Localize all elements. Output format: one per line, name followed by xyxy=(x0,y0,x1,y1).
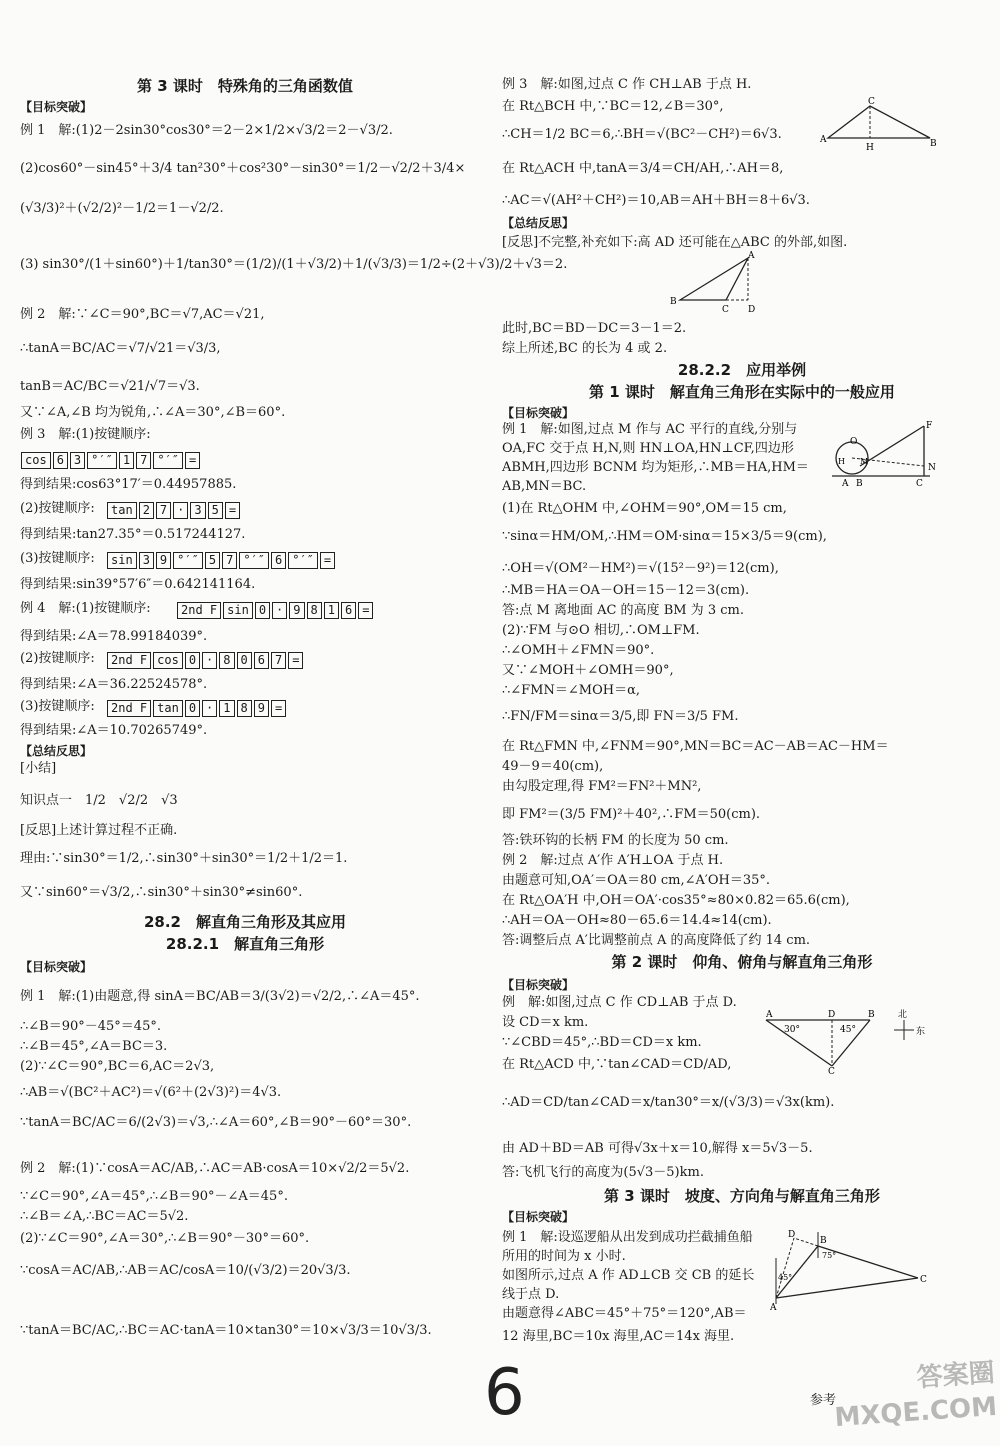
calculator-key: 8 xyxy=(219,652,234,669)
key-sequence-1 xyxy=(106,502,241,520)
calculator-key: = xyxy=(358,602,373,619)
label-h: H xyxy=(866,143,874,153)
calculator-key: 7 xyxy=(136,452,151,469)
calculator-key: 7 xyxy=(156,502,171,519)
right-line-6: [反思]不完整,补充如下:高 AD 还可能在△ABC 的外部,如图. xyxy=(502,235,848,250)
key-sequence-5 xyxy=(106,700,287,718)
label-h: H xyxy=(838,457,845,466)
left-line-41: ∵cosA＝AC/AB,∴AB＝AC/cosA＝10/(√3/2)＝20√3/3. xyxy=(20,1263,351,1278)
right-line-0: 例 3 解:如图,过点 C 作 CH⊥AB 于点 H. xyxy=(502,77,752,92)
label-75: 75° xyxy=(822,1251,837,1260)
left-line-24: 知识点一 1/2 √2/2 √3 xyxy=(20,793,178,808)
right-line-8: 综上所述,BC 的长为 4 或 2. xyxy=(502,341,668,356)
label-45: 45° xyxy=(840,1025,856,1035)
calculator-key: 0 xyxy=(255,602,270,619)
right-line-35: 设 CD＝x km. xyxy=(502,1015,589,1030)
label-a: A xyxy=(820,135,827,145)
calculator-key: 0 xyxy=(185,652,200,669)
calculator-key: 0 xyxy=(185,700,200,717)
right-line-9: 28.2.2 应用举例 xyxy=(677,361,807,379)
calculator-key: 1 xyxy=(219,700,234,717)
calculator-key: = xyxy=(288,652,303,669)
label-c: C xyxy=(868,97,875,107)
triangle-shape xyxy=(680,258,748,300)
calculator-key: 3 xyxy=(190,502,205,519)
right-line-36: ∵∠CBD＝45°,∴BD＝CD＝x km. xyxy=(502,1035,702,1050)
left-line-22: 【总结反思】 xyxy=(20,744,93,758)
calculator-key: = xyxy=(185,452,200,469)
right-line-19: 又∵∠MOH＋∠OMH＝90°, xyxy=(502,663,674,678)
right-line-29: 在 Rt△OA′H 中,OH＝OA′·cos35°≈80×0.82＝65.6(cm), xyxy=(502,893,850,908)
left-line-17: 得到结果:∠A＝78.99184039°. xyxy=(20,629,208,644)
example-3-1-intro: 例 1 解:设巡逻船从出发到成功拦截捕鱼船所用的时间为 x 小时. xyxy=(502,1230,753,1264)
label-d: D xyxy=(828,1010,836,1020)
calculator-key: 9 xyxy=(254,700,269,717)
key-sequence-3 xyxy=(176,602,374,620)
calculator-key: sin xyxy=(107,552,137,569)
left-line-23: [小结] xyxy=(20,761,57,776)
calculator-key: tan xyxy=(153,700,183,717)
label-b: B xyxy=(930,139,937,149)
right-line-18: ∴∠OMH＋∠FMN＝90°. xyxy=(502,643,655,658)
left-line-38: ∵∠C＝90°,∠A＝45°,∴∠B＝90°－∠A＝45°. xyxy=(20,1189,288,1204)
calculator-key: 3 xyxy=(70,452,85,469)
right-line-23: 49－9＝40(cm), xyxy=(502,759,604,774)
left-line-3: (2)cos60°－sin45°＋3/4 tan²30°＋cos²30°－sin30°＝1/2－√2/2＋3/4× xyxy=(20,161,466,176)
right-line-21: ∴FN/FM＝sinα＝3/5,即 FN＝3/5 FM. xyxy=(502,709,739,724)
left-line-35: ∴AB＝√(BC²＋AC²)＝√(6²＋(2√3)²)＝4√3. xyxy=(20,1085,282,1100)
left-line-20: (3)按键顺序: xyxy=(20,699,95,714)
figure-plane-elevation xyxy=(760,1008,930,1074)
calculator-key: °′″ xyxy=(288,552,318,569)
line-ac xyxy=(776,1278,918,1298)
left-line-32: ∴∠B＝90°－45°＝45°. xyxy=(20,1019,161,1034)
calculator-key: 3 xyxy=(139,552,154,569)
figure-obtuse-triangle xyxy=(666,250,766,318)
line-ad xyxy=(776,1238,794,1298)
left-line-5: (3) sin30°/(1＋sin60°)＋1/tan30°＝(1/2)/(1＋√3/2)＋1/(√3/3)＝1/2÷(2＋√3)/2＋√3＝2. xyxy=(20,257,568,272)
figure-triangle-abc-height xyxy=(818,94,938,154)
right-line-42: 【目标突破】 xyxy=(502,1210,575,1224)
calculator-key: · xyxy=(202,700,217,717)
example-3-1-angle: 由题意得∠ABC＝45°＋75°＝120°,AB＝ xyxy=(502,1306,747,1321)
figure-iron-hoop xyxy=(830,418,940,490)
left-line-2: 例 1 解:(1)2－2sin30°cos30°＝2－2×1/2×√3/2＝2－√3/2. xyxy=(20,123,393,138)
left-line-15: 得到结果:sin39°57′6″＝0.642141164. xyxy=(20,577,256,592)
calculator-key: 8 xyxy=(237,700,252,717)
right-line-17: (2)∵FM 与⊙O 相切,∴OM⊥FM. xyxy=(502,623,700,638)
left-line-8: tanB＝AC/BC＝√21/√7＝√3. xyxy=(20,379,200,394)
calculator-key: 2 xyxy=(139,502,154,519)
calculator-key: = xyxy=(271,700,286,717)
left-line-42: ∵tanA＝BC/AC,∴BC＝AC·tanA＝10×tan30°＝10×√3/3＝10√3/3. xyxy=(20,1323,432,1338)
label-c: C xyxy=(920,1275,927,1285)
right-line-38: ∴AD＝CD/tan∠CAD＝x/tan30°＝x/(√3/3)＝√3x(km). xyxy=(502,1095,835,1110)
calculator-key: · xyxy=(173,502,188,519)
watermark: 答案圈 MXQE.COM xyxy=(833,1357,999,1434)
left-line-36: ∵tanA＝BC/AC＝6/(2√3)＝√3,∴∠A＝60°,∠B＝90°－60°＝30°. xyxy=(20,1115,412,1130)
label-b: B xyxy=(856,479,863,489)
right-line-3: 在 Rt△ACH 中,tanA＝3/4＝CH/AH,∴AH＝8, xyxy=(502,161,784,176)
calculator-key: tan xyxy=(107,502,137,519)
right-line-12: (1)在 Rt△OHM 中,∠OHM＝90°,OM＝15 cm, xyxy=(502,501,787,516)
right-line-2: ∴CH＝1/2 BC＝6,∴BH＝√(BC²－CH²)＝6√3. xyxy=(502,127,782,142)
label-c: C xyxy=(722,305,729,315)
handwritten-page-digit: 6 xyxy=(484,1356,525,1430)
example-1-intro: 例 1 解:如图,过点 M 作与 AC 平行的直线,分别与 OA,FC 交于点 H,N,则 HN⊥OA,HN⊥CF,四边形 ABMH,四边形 BCNM 均为矩形,∴MB＝HA,HM＝AB,MN＝BC. xyxy=(502,422,809,494)
label-o: O xyxy=(850,437,858,447)
right-line-43: 12 海里,BC＝10x 海里,AC＝14x 海里. xyxy=(502,1329,735,1344)
calculator-key: 2nd F xyxy=(177,602,221,619)
label-c: C xyxy=(916,479,923,489)
right-line-4: ∴AC＝√(AH²＋CH²)＝10,AB＝AH＋BH＝8＋6√3. xyxy=(502,193,810,208)
right-line-40: 答:飞机飞行的高度为(5√3－5)km. xyxy=(502,1165,704,1180)
calculator-key: 5 xyxy=(205,552,220,569)
label-m: M xyxy=(860,457,869,466)
label-d: D xyxy=(788,1230,796,1240)
calculator-key: 6 xyxy=(341,602,356,619)
calculator-key: 9 xyxy=(156,552,171,569)
left-line-13: 得到结果:tan27.35°＝0.517244127. xyxy=(20,527,246,542)
right-line-14: ∴OH＝√(OM²－HM²)＝√(15²－9²)＝12(cm), xyxy=(502,561,779,576)
right-line-34: 例 解:如图,过点 C 作 CD⊥AB 于点 D. xyxy=(502,995,737,1010)
label-a: A xyxy=(748,251,755,261)
left-line-28: 28.2 解直角三角形及其应用 xyxy=(143,913,346,931)
calculator-key: 8 xyxy=(307,602,322,619)
right-line-5: 【总结反思】 xyxy=(502,216,575,230)
left-line-0: 第 3 课时 特殊角的三角函数值 xyxy=(137,77,353,95)
right-line-7: 此时,BC＝BD－DC＝3－1＝2. xyxy=(502,321,687,336)
label-b: B xyxy=(670,297,677,307)
right-line-41: 第 3 课时 坡度、方向角与解直角三角形 xyxy=(604,1187,880,1205)
right-line-31: 答:调整后点 A′比调整前点 A 的高度降低了约 14 cm. xyxy=(502,933,811,948)
calculator-key: °′″ xyxy=(239,552,269,569)
calculator-key: = xyxy=(320,552,335,569)
key-sequence-2 xyxy=(106,552,336,570)
right-line-22: 在 Rt△FMN 中,∠FNM＝90°,MN＝BC＝AC－AB＝AC－HM＝ xyxy=(502,739,889,754)
right-line-30: ∴AH＝OA－OH≈80－65.6＝14.4≈14(cm). xyxy=(502,913,772,928)
example-3-1-step: 如图所示,过点 A 作 AD⊥CB 交 CB 的延长线于点 D. xyxy=(502,1268,755,1302)
label-a: A xyxy=(766,1010,773,1020)
left-line-7: ∴tanA＝BC/AC＝√7/√21＝√3/3, xyxy=(20,341,221,356)
calculator-key: · xyxy=(272,602,287,619)
figure-patrol-boat xyxy=(768,1228,940,1314)
triangle-shape xyxy=(828,106,930,138)
left-line-37: 例 2 解:(1)∵cosA＝AC/AB,∴AC＝AB·cosA＝10×√2/2＝5√2. xyxy=(20,1161,410,1176)
left-line-14: (3)按键顺序: xyxy=(20,551,95,566)
calculator-key: 0 xyxy=(237,652,252,669)
label-d: D xyxy=(748,305,756,315)
label-east: 东 xyxy=(916,1027,926,1037)
label-b: B xyxy=(868,1010,875,1020)
left-line-31: 例 1 解:(1)由题意,得 sinA＝BC/AB＝3/(3√2)＝√2/2,∴∠A＝45°. xyxy=(20,989,420,1004)
right-line-11: 【目标突破】 xyxy=(502,406,575,420)
left-line-10: 例 3 解:(1)按键顺序: xyxy=(20,427,151,442)
calculator-key: = xyxy=(225,502,240,519)
left-line-25: [反思]上述计算过程不正确. xyxy=(20,823,178,838)
left-line-27: 又∵sin60°＝√3/2,∴sin30°＋sin30°≠sin60°. xyxy=(20,885,303,900)
left-line-19: 得到结果:∠A＝36.22524578°. xyxy=(20,677,208,692)
extension-cb xyxy=(794,1238,818,1246)
left-line-21: 得到结果:∠A＝10.70265749°. xyxy=(20,723,208,738)
calculator-key: 9 xyxy=(289,602,304,619)
label-30: 30° xyxy=(784,1025,800,1035)
right-line-27: 例 2 解:过点 A′作 A′H⊥OA 于点 H. xyxy=(502,853,724,868)
left-line-40: (2)∵∠C＝90°,∠A＝30°,∴∠B＝90°－30°＝60°. xyxy=(20,1231,310,1246)
left-line-1: 【目标突破】 xyxy=(20,100,93,114)
key-sequence-0 xyxy=(20,452,201,470)
calculator-key: cos xyxy=(153,652,183,669)
calculator-key: 1 xyxy=(119,452,134,469)
calculator-key: 6 xyxy=(271,552,286,569)
calculator-key: 6 xyxy=(254,652,269,669)
right-line-16: 答:点 M 离地面 AC 的高度 BM 为 3 cm. xyxy=(502,603,744,618)
line-ab xyxy=(776,1246,818,1298)
label-b: B xyxy=(820,1236,827,1246)
right-line-15: ∴MB＝HA＝OA－OH＝15－12＝3(cm). xyxy=(502,583,750,598)
label-f: F xyxy=(926,421,933,431)
calculator-key: 7 xyxy=(271,652,286,669)
right-line-28: 由题意可知,OA′＝OA＝80 cm,∠A′OH＝35°. xyxy=(502,873,770,888)
label-45: 45° xyxy=(778,1273,793,1282)
right-line-26: 答:铁环钩的长柄 FM 的长度为 50 cm. xyxy=(502,833,729,848)
calculator-key: 7 xyxy=(222,552,237,569)
calculator-key: 2nd F xyxy=(107,652,151,669)
left-line-9: 又∵∠A,∠B 均为锐角,∴∠A＝30°,∠B＝60°. xyxy=(20,405,286,420)
right-line-33: 【目标突破】 xyxy=(502,978,575,992)
right-line-44: 参考 xyxy=(810,1393,837,1408)
left-line-26: 理由:∵sin30°＝1/2,∴sin30°＋sin30°＝1/2＋1/2＝1. xyxy=(20,851,348,866)
calculator-key: sin xyxy=(223,602,253,619)
left-line-18: (2)按键顺序: xyxy=(20,651,95,666)
left-line-29: 28.2.1 解直角三角形 xyxy=(165,935,325,953)
label-c: C xyxy=(828,1067,835,1074)
right-line-13: ∵sinα＝HM/OM,∴HM＝OM·sinα＝15×3/5＝9(cm), xyxy=(502,529,827,544)
left-line-4: (√3/3)²＋(√2/2)²－1/2＝1－√2/2. xyxy=(20,201,224,216)
right-line-10: 第 1 课时 解直角三角形在实际中的一般应用 xyxy=(589,383,895,401)
label-n: N xyxy=(928,463,936,473)
left-line-11: 得到结果:cos63°17′＝0.44957885. xyxy=(20,477,237,492)
key-sequence-4 xyxy=(106,652,304,670)
right-line-20: ∴∠FMN＝∠MOH＝α, xyxy=(502,683,640,698)
calculator-key: 5 xyxy=(208,502,223,519)
left-line-30: 【目标突破】 xyxy=(20,960,93,974)
label-north: 北 xyxy=(898,1010,908,1020)
left-line-33: ∴∠B＝45°,∠A＝BC＝3. xyxy=(20,1039,168,1054)
right-line-37: 在 Rt△ACD 中,∵tan∠CAD＝CD/AD, xyxy=(502,1057,732,1072)
calculator-key: 1 xyxy=(324,602,339,619)
left-line-34: (2)∵∠C＝90°,BC＝6,AC＝2√3, xyxy=(20,1059,215,1074)
right-line-32: 第 2 课时 仰角、俯角与解直角三角形 xyxy=(611,953,873,971)
calculator-key: · xyxy=(202,652,217,669)
calculator-key: °′″ xyxy=(87,452,117,469)
label-a: A xyxy=(842,479,849,489)
calculator-key: °′″ xyxy=(173,552,203,569)
right-line-24: 由勾股定理,得 FM²＝FN²＋MN², xyxy=(502,779,702,794)
calculator-key: °′″ xyxy=(153,452,183,469)
left-line-16: 例 4 解:(1)按键顺序: xyxy=(20,601,151,616)
right-line-39: 由 AD＋BD＝AB 可得√3x＋x＝10,解得 x＝5√3－5. xyxy=(502,1141,813,1156)
calculator-key: cos xyxy=(21,452,51,469)
right-line-1: 在 Rt△BCH 中,∵BC＝12,∠B＝30°, xyxy=(502,99,724,114)
left-line-6: 例 2 解:∵∠C＝90°,BC＝√7,AC＝√21, xyxy=(20,307,265,322)
calculator-key: 2nd F xyxy=(107,700,151,717)
label-a: A xyxy=(770,1303,777,1313)
left-line-12: (2)按键顺序: xyxy=(20,501,95,516)
calculator-key: 6 xyxy=(53,452,68,469)
right-line-25: 即 FM²＝(3/5 FM)²＋40²,∴FM＝50(cm). xyxy=(502,807,761,822)
left-line-39: ∴∠B＝∠A,∴BC＝AC＝5√2. xyxy=(20,1209,189,1224)
